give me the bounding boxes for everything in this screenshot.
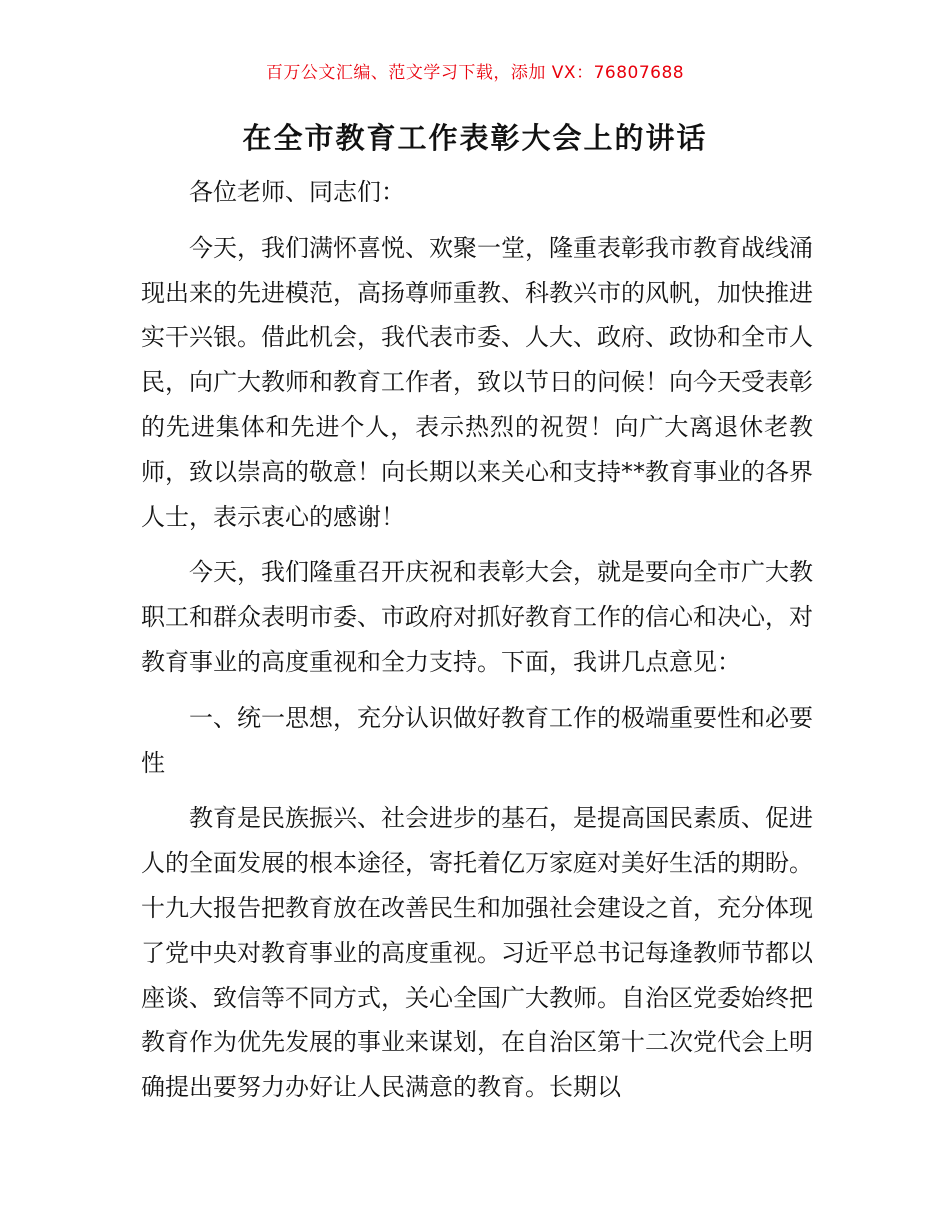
document-title: 在全市教育工作表彰大会上的讲话 <box>242 121 708 155</box>
header-watermark: 百万公文汇编、范文学习下载，添加 VX：76807688 <box>265 63 685 83</box>
salutation: 各位老师、同志们： <box>189 178 405 206</box>
section-heading-1: 一、统一思想，充分认识做好教育工作的极端重要性和必要性 <box>141 703 813 777</box>
paragraph-1: 今天，我们满怀喜悦、欢聚一堂，隆重表彰我市教育战线涌现出来的先进模范，高扬尊师重教、科教兴市的风帆，加快推进实干兴银。借此机会，我代表市委、人大、政府、政协和全市人民，向广大教师和教育工作者，致以节日的问候！向今天受表彰的先进集体和先进个人，表示热烈的祝贺！向广大离退休老教师，致以崇高的敬意！向长期以来关心和支持**教育事业的各界人士，表示衷心的感谢！ <box>141 233 813 531</box>
document-body <box>141 170 813 1121</box>
paragraph-2: 今天，我们隆重召开庆祝和表彰大会，就是要向全市广大教职工和群众表明市委、市政府对抓好教育工作的信心和决心，对教育事业的高度重视和全力支持。下面，我讲几点意见： <box>141 558 813 676</box>
paragraph-3: 教育是民族振兴、社会进步的基石，是提高国民素质、促进人的全面发展的根本途径，寄托着亿万家庭对美好生活的期盼。十九大报告把教育放在改善民生和加强社会建设之首，充分体现了党中央对教育事业的高度重视。习近平总书记每逢教师节都以座谈、致信等不同方式，关心全国广大教师。自治区党委始终把教育作为优先发展的事业来谋划，在自治区第十二次党代会上明确提出要努力办好让人民满意的教育。长期以 <box>141 804 813 1102</box>
